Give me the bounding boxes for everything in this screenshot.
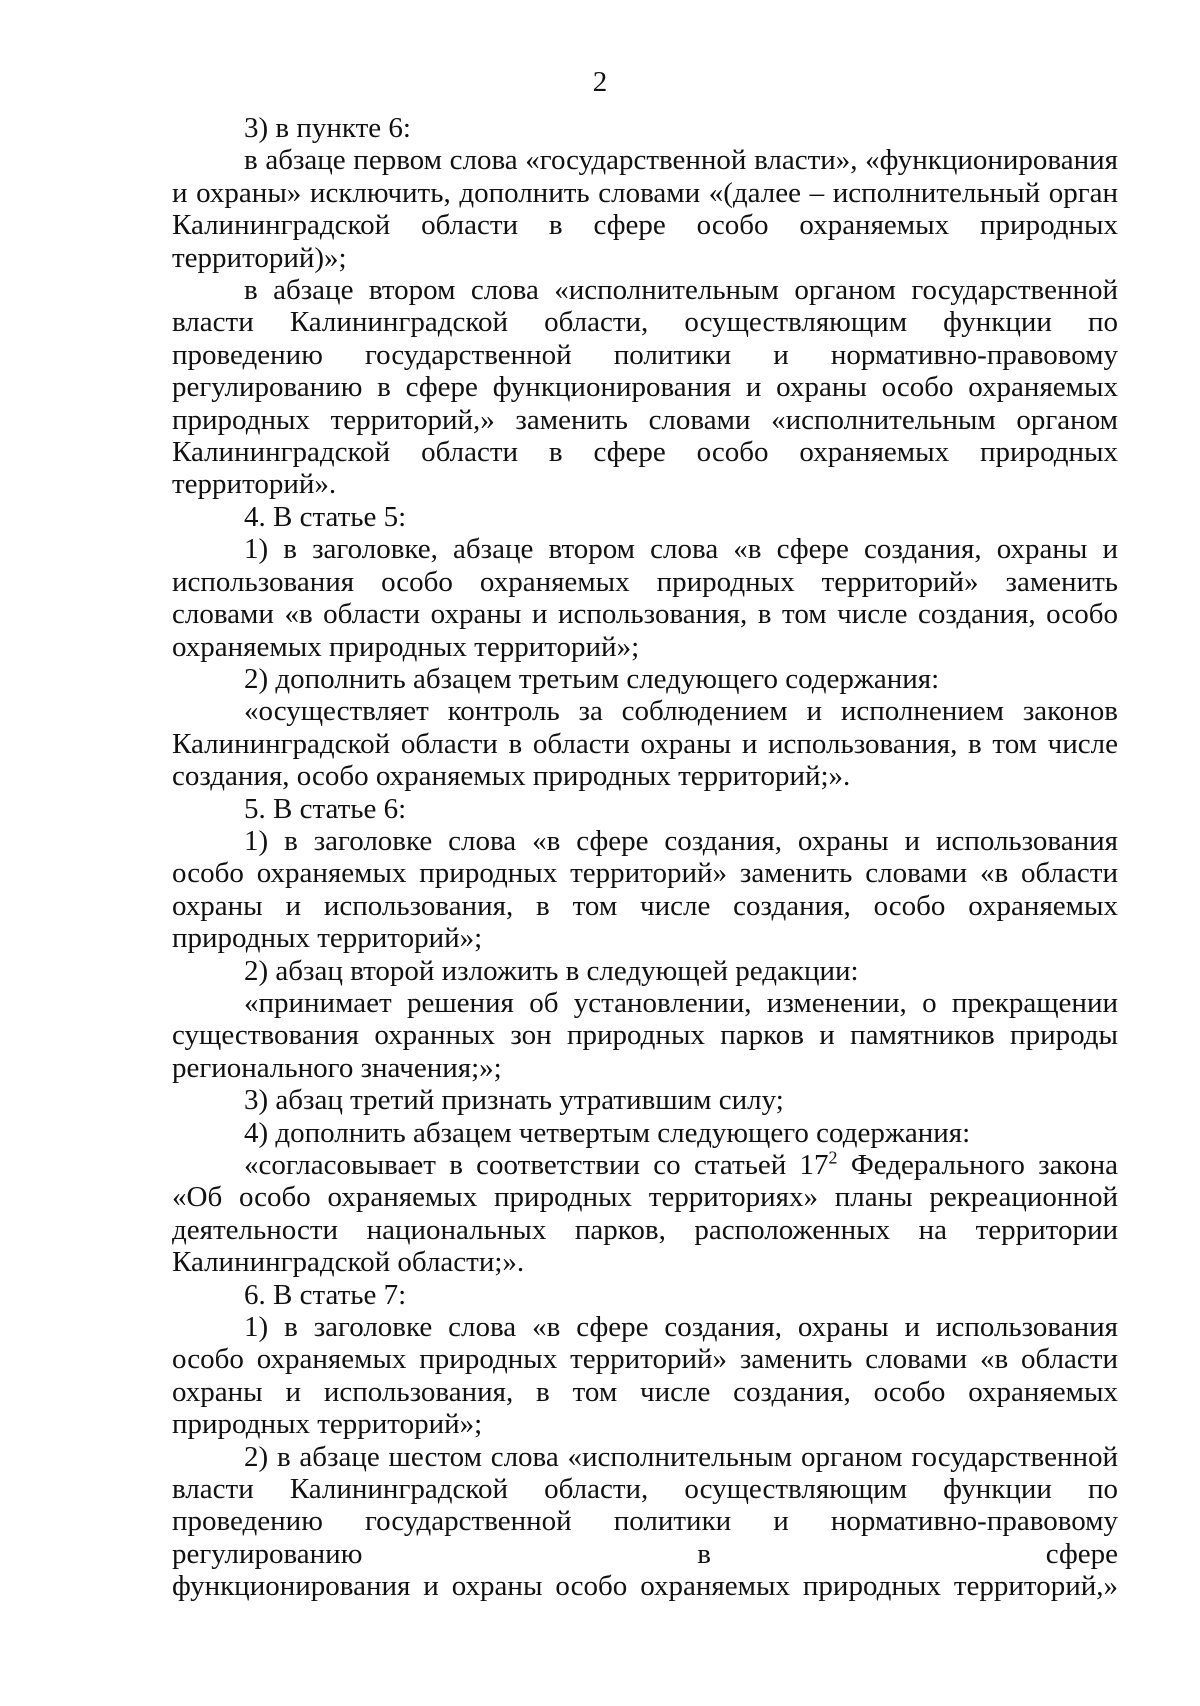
paragraph-article-7-item-1: 1) в заголовке слова «в сфере создания, охраны и использования особо охраняемых природных территорий» заменить словами «в области охраны и использования, в том числе создания, особо охраняемых природных территорий»; <box>172 1311 1118 1441</box>
paragraph-article-6-item-3: 3) абзац третий признать утратившим силу; <box>244 1084 784 1117</box>
paragraph-article-7-heading: 6. В статье 7: <box>244 1278 407 1311</box>
last-paragraph-text: 2) в абзаце шестом слова «исполнительным органом государственной власти Калининградской области, осуществляющим функции по проведению государственной политики и нормативно-правовому регулированию в сфере <box>172 1440 1118 1570</box>
paragraph-article-6-item-1: 1) в заголовке слова «в сфере создания, охраны и использования особо охраняемых природных территорий» заменить словами «в области охраны и использования, в том числе создания, особо охраняемых природных территорий»; <box>172 824 1118 955</box>
paragraph-article-5-control: «осуществляет контроль за соблюдением и исполнением законов Калининградской области в области охраны и использования, в том числе создания, особо охраняемых природных территорий;». <box>172 695 1118 793</box>
paragraph-article-6-decisions: «принимает решения об установлении, изменении, о прекращении существования охранных зон природных парков и памятников природы регионального значения;»; <box>172 986 1118 1084</box>
document-body <box>172 112 1118 1603</box>
paragraph-article-6-agreement <box>172 1149 1118 1279</box>
paragraph-article-6-item-4: 4) дополнить абзацем четвертым следующего содержания: <box>244 1116 971 1149</box>
paragraph-article-5-heading: 4. В статье 5: <box>244 500 407 533</box>
agreement-text-before: «согласовывает в соответствии со статьей 17 <box>244 1149 829 1181</box>
article-superscript: 2 <box>828 1147 838 1168</box>
paragraph-article-6-heading: 5. В статье 6: <box>244 792 407 825</box>
page-number: 2 <box>592 66 608 98</box>
paragraph-article-5-item-1: 1) в заголовке, абзаце втором слова «в сфере создания, охраны и использования особо охраняемых природных территорий» заменить словами «в области охраны и использования, в том числе создания, особо охраняемых природных территорий»; <box>172 533 1118 663</box>
paragraph-article-6-item-2: 2) абзац второй изложить в следующей редакции: <box>244 954 859 987</box>
last-paragraph-tail: функционирования и охраны особо охраняемых природных территорий,» <box>172 1570 1118 1603</box>
paragraph-second-abzac-amendment: в абзаце втором слова «исполнительным органом государственной власти Калининградской области, осуществляющим функции по проведению государственной политики и нормативно-правовому регулированию в сфере функционирования и охраны особо охраняемых природных территорий,» заменить словами «исполнительным органом Калининградской области в сфере особо охраняемых природных территорий». <box>172 274 1118 501</box>
paragraph-item-3-in-point-6: 3) в пункте 6: <box>244 112 411 144</box>
paragraph-first-abzac-amendment: в абзаце первом слова «государственной власти», «функционирования и охраны» исключить, дополнить словами «(далее – исполнительный орган Калининградской области в сфере особо охраняемых природных территорий)»; <box>172 144 1118 274</box>
agreement-text-after: Федерального закона «Об особо охраняемых природных территориях» планы рекреационной деятельности национальных парков, расположенных на территории Калининградской области;». <box>172 1149 1118 1279</box>
paragraph-article-5-item-2: 2) дополнить абзацем третьим следующего содержания: <box>244 662 940 695</box>
paragraph-article-7-item-2 <box>172 1441 1118 1603</box>
